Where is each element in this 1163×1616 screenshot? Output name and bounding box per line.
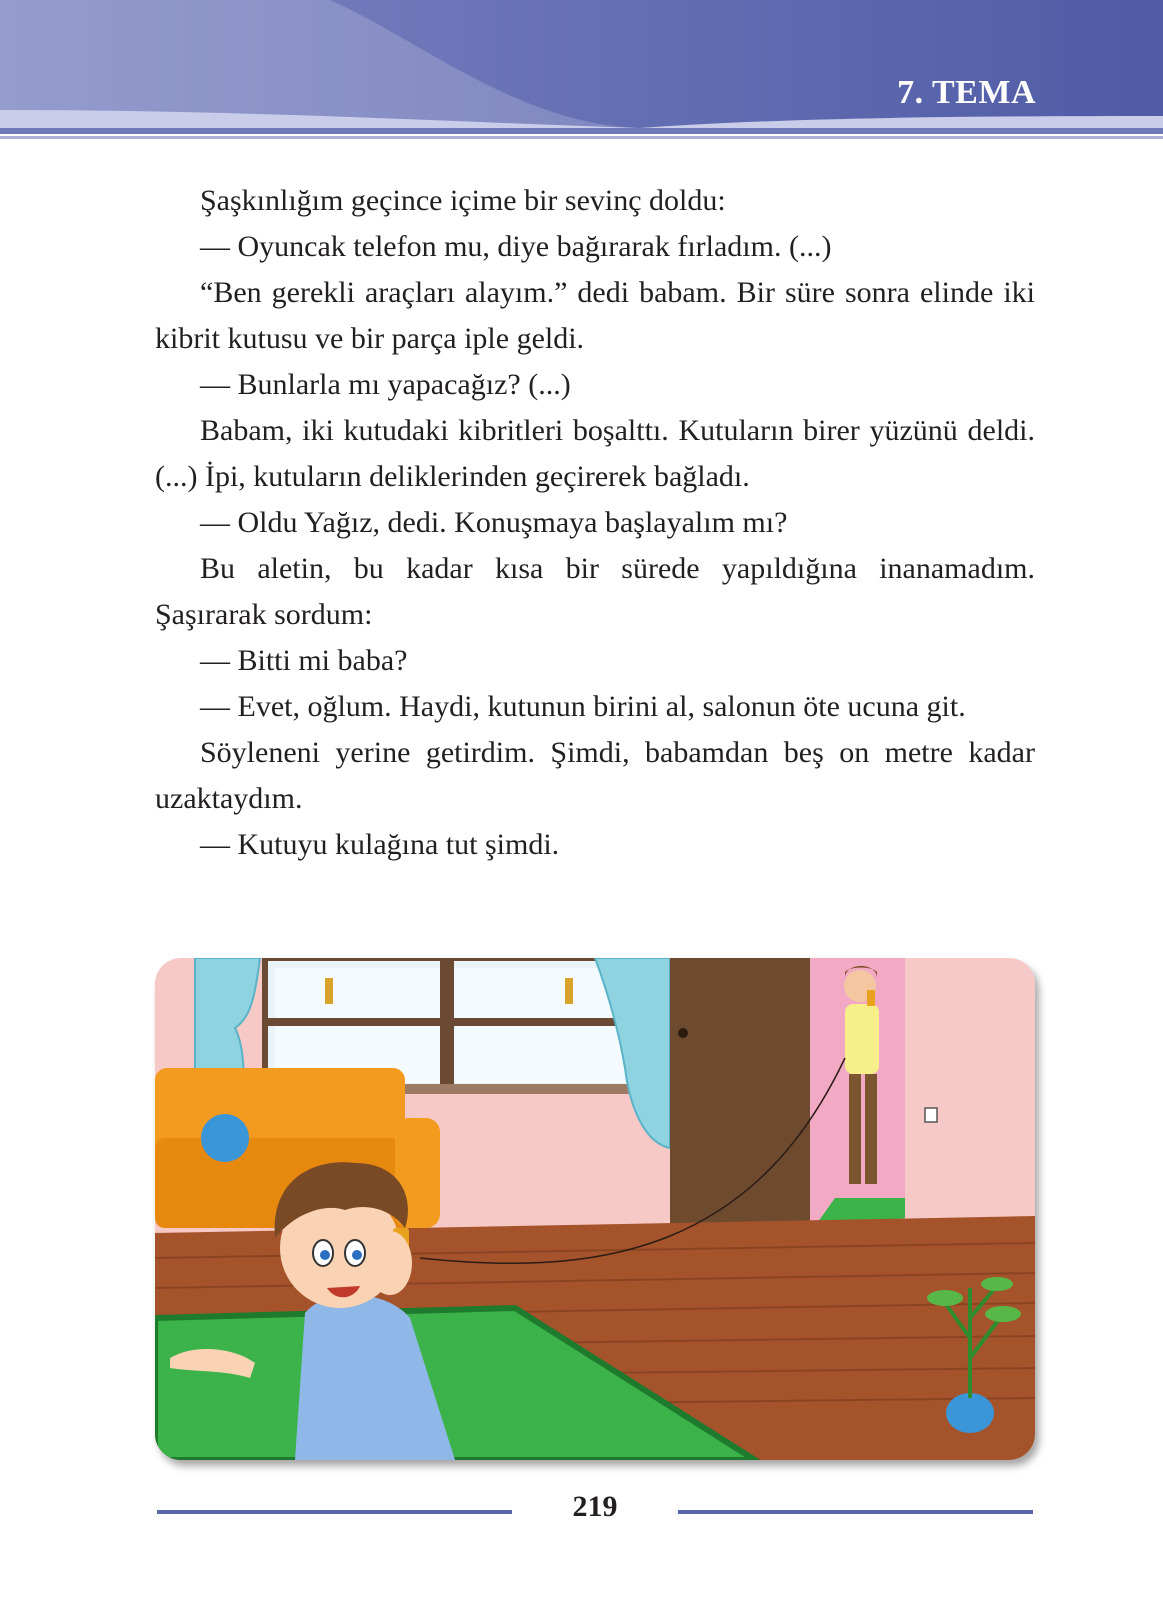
page-header	[0, 0, 1163, 150]
header-thin-stripe	[0, 136, 1163, 139]
paragraph: Babam, iki kutudaki kibritleri boşalttı. Kutuların birer yüzünü deldi. (...) İpi, kutuların deliklerinden geçirerek bağladı.	[155, 414, 1035, 493]
footer-rule-left	[157, 1510, 512, 1514]
father-shirt	[845, 1004, 879, 1074]
theme-label: 7. TEMA	[897, 74, 1036, 111]
open-door	[670, 958, 810, 1228]
footer-rule-right	[678, 1510, 1033, 1514]
window-handle-icon	[325, 978, 333, 1004]
father-leg	[865, 1074, 877, 1184]
page-number: 219	[572, 1490, 618, 1523]
father-leg	[849, 1074, 861, 1184]
illustration-child-tin-can-phone-icon	[155, 958, 1035, 1460]
paragraph: — Evet, oğlum. Haydi, kutunun birini al, salonun öte ucuna git.	[200, 690, 966, 723]
paragraph: — Kutuyu kulağına tut şimdi.	[200, 828, 560, 861]
paragraph: — Oldu Yağız, dedi. Konuşmaya başlayalım mı?	[200, 506, 788, 539]
door-knob-icon	[678, 1028, 688, 1038]
plant-pot	[946, 1393, 994, 1433]
paragraph: “Ben gerekli araçları alayım.” dedi babam. Bir süre sonra elinde iki kibrit kutusu ve bir parça iple geldi.	[155, 276, 1035, 355]
page-footer	[0, 1490, 1163, 1530]
header-stripe	[0, 128, 1163, 134]
light-switch-icon	[925, 1108, 937, 1122]
paragraph: Şaşkınlığım geçince içime bir sevinç doldu:	[200, 184, 726, 217]
paragraph: Bu aletin, bu kadar kısa bir sürede yapıldığına inanamadım. Şaşırarak sordum:	[155, 552, 1035, 631]
plant-leaf	[985, 1306, 1021, 1322]
child-pupil	[320, 1250, 330, 1260]
wall-right	[905, 958, 1035, 1218]
ball-icon	[201, 1114, 249, 1162]
tin-can-phone-icon	[867, 990, 875, 1006]
paragraph: Söyleneni yerine getirdim. Şimdi, babamdan beş on metre kadar uzaktaydım.	[155, 736, 1035, 815]
window-handle-icon	[565, 978, 573, 1004]
plant-leaf	[981, 1277, 1013, 1291]
paragraph: — Oyuncak telefon mu, diye bağırarak fırladım. (...)	[200, 230, 832, 263]
paragraph: — Bitti mi baba?	[200, 644, 408, 677]
paragraph: — Bunlarla mı yapacağız? (...)	[200, 368, 571, 401]
plant-leaf	[927, 1290, 963, 1306]
child-pupil	[352, 1250, 362, 1260]
story-illustration	[155, 958, 1035, 1460]
child-hand	[368, 1231, 412, 1295]
story-text	[155, 178, 1035, 868]
window-transom	[265, 1018, 635, 1026]
